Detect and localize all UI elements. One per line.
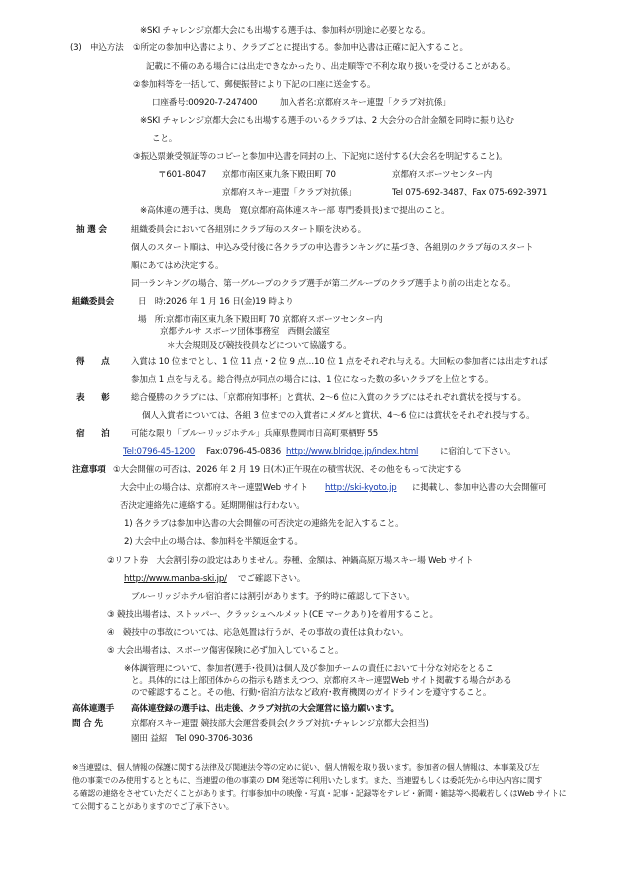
- address-center: 京都府スポーツセンター内: [392, 170, 493, 180]
- account-name: 加入者名:京都府スキー連盟「クラブ対抗係」: [280, 98, 451, 108]
- privacy-line-4: て公開することがありますのでご了承下さい。: [72, 802, 234, 811]
- manba-ski-link[interactable]: http://www.manba-ski.jp/: [124, 574, 227, 584]
- application-item-2: ②参加料等を一括して、郵便振替により下記の口座に送金する。: [133, 80, 376, 90]
- lodging-tel-link[interactable]: Tel:0796-45-1200: [123, 447, 196, 457]
- scoring-line-1: 入賞は 10 位までとし、1 位 11 点・2 位 9 点…10 位 1 点をそれぞれ与える。大回転の参加者には出走すれば: [131, 357, 548, 367]
- committee-place-2: 京都テルサ スポーツ団体事務室 西側会議室: [160, 327, 330, 337]
- notice-2: ②リフト券 大会割引券の設定はありません。券種、金額は、神鍋高原万場スキー場 Web サイト: [107, 556, 474, 566]
- hs-players-text: 高体連登録の選手は、出走後、クラブ対抗の大会運営に協力願います。: [131, 704, 399, 714]
- account-number: 口座番号:00920-7-247400: [152, 98, 258, 108]
- privacy-line-3: る確認の連絡をさせていただくことがあります。行事参加中の映像・写真・記事・記録等をテレビ・新聞・雑誌等へ掲載若しくはWeb サイトに: [72, 789, 567, 798]
- lodging-tail: に宿泊して下さい。: [440, 447, 516, 457]
- notice-1: ①大会開催の可否は、2026 年 2 月 19 日(木)正午現在の積雪状況、その他をもって決定する: [113, 465, 462, 475]
- draw-line-3: 順にあてはめ決定する。: [131, 261, 224, 271]
- address-org: 京都府スキー連盟「クラブ対抗係」: [222, 188, 357, 198]
- notice-5-note-3: ので確認すること。その他、行動･宿泊方法など政府･教育機関のガイドラインを遵守すること。: [131, 688, 492, 698]
- lodging-fax: Fax:0796-45-0836: [206, 447, 282, 457]
- awards-line-1: 総合優勝のクラブには、「京都府知事杯」と賞状、2～6 位に入賞のクラブにはそれぞれ賞状を授与する。: [131, 393, 526, 403]
- ski-kyoto-link[interactable]: http://ski-kyoto.jp: [325, 483, 397, 493]
- contact-line-1: 京都府スキー連盟 競技部大会運営委員会(クラブ対抗･チャレンジ京都大会担当): [131, 719, 429, 729]
- notice-1-sub-2: 2) 大会中止の場合は、参加料を半額返金する。: [124, 537, 303, 547]
- address-tel: Tel 075-692-3487、Fax 075-692-3971: [392, 188, 548, 198]
- notice-5-note-2: と。具体的には上部団体からの指示も踏まえつつ、京都府スキー連盟Web サイト掲載する場合がある: [131, 676, 512, 686]
- lodging-url-link[interactable]: http://www.blridge.jp/index.html: [286, 447, 419, 457]
- draw-label: 抽 選 会: [76, 225, 107, 235]
- committee-note: ＊大会規則及び競技役員などについて協議する。: [167, 341, 352, 351]
- contact-line-2: 園田 益紹 Tel 090-3706-3036: [131, 734, 253, 744]
- committee-label: 組織委員会: [72, 297, 114, 307]
- draw-line-2: 個人のスタート順は、申込み受付後に各クラブの申込書ランキングに基づき、各組別のクラブ毎のスタート: [131, 243, 534, 253]
- notice-4: ④ 競技中の事故については、応急処置は行うが、その事故の責任は負わない。: [107, 628, 409, 638]
- scoring-label: 得 点: [76, 357, 110, 367]
- notice-1-a: 大会中止の場合は、京都府スキー連盟Web サイト: [120, 483, 308, 493]
- notice-1-c: 否決定連絡先に連絡する。延期開催は行わない。: [120, 501, 305, 511]
- awards-label: 表 彰: [76, 393, 110, 403]
- notice-1-b: に掲載し、参加申込書の大会開催可: [412, 483, 547, 493]
- draw-line-4: 同一ランキングの場合、第一グループのクラブ選手が第二グループのクラブ選手より前の出走となる。: [131, 279, 516, 289]
- awards-line-2: 個人入賞者については、各組 3 位までの入賞者にメダルと賞状、4～6 位には賞状をそれぞれ授与する。: [142, 411, 535, 421]
- application-item-2-note-1: ※SKI チャレンジ京都大会にも出場する選手のいるクラブは、2 大会分の合計金額を同時に振り込む: [140, 116, 514, 126]
- lodging-label: 宿 泊: [76, 429, 110, 439]
- notice-1-sub-1: 1) 各クラブは参加申込書の大会開催の可否決定の連絡先を記入すること。: [124, 519, 404, 529]
- application-item-3: ③振込票兼受領証等のコピーと参加申込書を同封の上、下記宛に送付する(大会名を明記すること)。: [133, 152, 508, 162]
- lodging-line-1: 可能な限り「ブルーリッジホテル」兵庫県豊岡市日高町栗栖野 55: [131, 429, 378, 439]
- notice-5: ⑤ 大会出場者は、スポーツ傷害保険に必ず加入していること。: [107, 646, 344, 656]
- draw-line-1: 組織委員会において各組別にクラブ毎のスタート順を決める。: [131, 225, 367, 235]
- top-note: ※SKI チャレンジ京都大会にも出場する選手は、参加料が別途に必要となる。: [140, 26, 431, 36]
- committee-place-1: 場 所:京都市南区東九条下殿田町 70 京都府スポーツセンター内: [138, 315, 383, 325]
- notice-3: ③ 競技出場者は、ストッパー、クラッシュヘルメット(CE マークあり)を着用すること。: [107, 610, 438, 620]
- application-item-1: ①所定の参加申込書により、クラブごとに提出する。参加申込書は正確に記入すること。: [133, 43, 468, 53]
- contact-label: 問 合 先: [72, 719, 103, 729]
- privacy-line-2: 他の事業でのみ使用するとともに、当連盟の他の事業の DM 発送等に利用いたします。また、当連盟もしくは委託先から申込内容に関す: [72, 776, 543, 785]
- application-item-1-note: 記載に不備のある場合には出走できなかったり、出走順等で不利な取り扱いを受けることがある。: [146, 62, 516, 72]
- notice-2-tail: でご確認下さい。: [238, 574, 306, 584]
- privacy-line-1: ※当連盟は、個人情報の保護に関する法律及び関連法令等の定めに従い、個人情報を取り扱います。参加者の個人情報は、本事業及び左: [72, 763, 540, 772]
- hs-submission-note: ※高体連の選手は、奥島 寛(京都府高体連スキー部 専門委員長)まで提出のこと。: [140, 206, 450, 216]
- application-heading: (3) 申込方法: [70, 43, 124, 53]
- address-postal: 〒601-8047: [158, 170, 207, 180]
- committee-date: 日 時:2026 年 1 月 16 日(金)19 時より: [138, 297, 294, 307]
- hs-players-label: 高体連選手: [72, 704, 114, 714]
- notices-label: 注意事項: [72, 465, 106, 475]
- notice-5-note-1: ※体調管理について、参加者(選手･役員)は個人及び参加チームの責任において十分な対応をとるこ: [124, 664, 494, 674]
- application-item-2-note-2: こと。: [152, 134, 178, 144]
- notice-2-hotel: ブルーリッジホテル宿泊者には割引があります。予約時に確認して下さい。: [131, 592, 415, 602]
- address-line: 京都市南区東九条下殿田町 70: [222, 170, 336, 180]
- scoring-line-2: 参加点 1 点を与える。総合得点が同点の場合には、1 位になった数の多いクラブを上位とする。: [131, 375, 494, 385]
